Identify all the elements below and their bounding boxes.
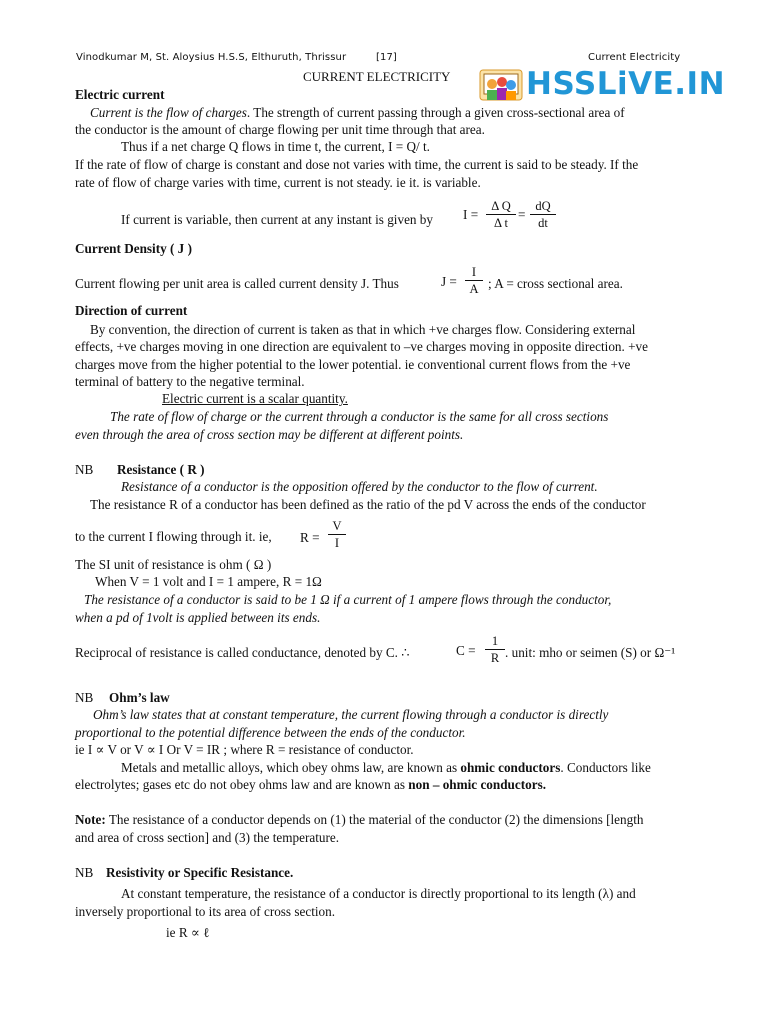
italic-phrase: Current is the flow of charges	[90, 105, 247, 120]
fraction-delta-q-delta-t	[486, 199, 516, 230]
paragraph-line: By convention, the direction of current is taken as that in which +ve charges flow. Considering external	[90, 322, 636, 337]
fraction-i-over-a	[465, 265, 483, 296]
fraction-denominator: Δ t	[486, 214, 516, 230]
nb-label: NB	[75, 462, 94, 477]
paragraph-line: The resistance of a conductor is said to be 1 Ω if a current of 1 ampere flows through the conductor,	[84, 592, 612, 607]
paragraph-line: Reciprocal of resistance is called conductance, denoted by C. ∴	[75, 645, 410, 660]
text-run: . Conductors like	[560, 760, 651, 775]
equation-lhs: C =	[456, 643, 476, 658]
paragraph-line: If current is variable, then current at any instant is given by	[121, 212, 433, 227]
heading-ohms-law: Ohm’s law	[109, 690, 170, 705]
header-page-number: [17]	[376, 52, 397, 63]
paragraph-line: Resistance of a conductor is the opposition offered by the conductor to the flow of current.	[121, 479, 598, 494]
heading-current-density: Current Density ( J )	[75, 241, 192, 256]
equation-lhs: J =	[441, 274, 457, 289]
logo-children-icon	[478, 62, 524, 106]
equation-lhs: R =	[300, 530, 320, 545]
paragraph-line: Current flowing per unit area is called current density J. Thus	[75, 276, 399, 291]
nb-label: NB	[75, 690, 94, 705]
paragraph-line: ; A = cross sectional area.	[488, 276, 623, 291]
bold-term: ohmic conductors	[460, 760, 561, 775]
paragraph-line	[90, 104, 625, 122]
paragraph-line: Thus if a net charge Q flows in time t, the current, I = Q/ t.	[121, 139, 430, 154]
paragraph-line: and area of cross section] and (3) the temperature.	[75, 830, 339, 845]
fraction-numerator: V	[332, 519, 342, 533]
logo-text: HSSLiVE.IN	[526, 66, 726, 102]
fraction-v-over-i	[328, 519, 346, 550]
text-run: electrolytes; gases etc do not obey ohms law and are known as	[75, 777, 409, 792]
paragraph-line: . unit: mho or seimen (S) or Ω⁻¹	[505, 645, 676, 660]
paragraph-line: ie I ∝ V or V ∝ I Or V = IR ; where R = resistance of conductor.	[75, 742, 414, 757]
heading-electric-current: Electric current	[75, 87, 165, 102]
fraction-numerator: I	[471, 265, 477, 279]
text-run: Metals and metallic alloys, which obey ohms law, are known as	[121, 760, 461, 775]
paragraph-line: inversely proportional to its area of cross section.	[75, 904, 336, 919]
fraction-one-over-r	[485, 634, 505, 665]
paragraph-line: effects, +ve charges moving in one direction are equivalent to –ve charges moving in opposite direction. +ve	[75, 339, 648, 354]
fraction-denominator: I	[328, 534, 346, 550]
underlined-statement: Electric current is a scalar quantity.	[162, 391, 348, 406]
paragraph-line: The resistance R of a conductor has been defined as the ratio of the pd V across the ends of the conductor	[90, 497, 646, 512]
paragraph-line: Ohm’s law states that at constant temperature, the current flowing through a conductor is directly	[93, 707, 609, 722]
bold-term: non – ohmic conductors.	[408, 777, 547, 792]
header-subject: Current Electricity	[588, 52, 681, 63]
header-author: Vinodkumar M, St. Aloysius H.S.S, Elthuruth, Thrissur	[76, 52, 347, 63]
fraction-denominator: R	[485, 649, 505, 665]
paragraph-line: proportional to the potential difference between the ends of the conductor.	[75, 725, 466, 740]
paragraph-line	[75, 776, 546, 794]
heading-resistivity: Resistivity or Specific Resistance.	[106, 865, 294, 880]
equation-lhs: I =	[463, 207, 479, 222]
paragraph-line: charges move from the higher potential to the lower potential. ie conventional current flows from the +ve	[75, 357, 631, 372]
heading-direction-of-current: Direction of current	[75, 303, 188, 318]
paragraph-line: The rate of flow of charge or the current through a conductor is the same for all cross sections	[110, 409, 609, 424]
paragraph-line: rate of flow of charge varies with time, current is not steady. ie it. is variable.	[75, 175, 481, 190]
paragraph-line: terminal of battery to the negative terminal.	[75, 374, 305, 389]
paragraph-line: At constant temperature, the resistance of a conductor is directly proportional to its length (λ) and	[121, 886, 636, 901]
paragraph-line: even through the area of cross section may be different at different points.	[75, 427, 464, 442]
fraction-numerator: Δ Q	[491, 199, 511, 213]
nb-label: NB	[75, 865, 94, 880]
equation-equals: =	[518, 207, 526, 222]
paragraph-line: The SI unit of resistance is ohm ( Ω )	[75, 557, 272, 572]
heading-resistance: Resistance ( R )	[117, 462, 205, 477]
paragraph-line: When V = 1 volt and I = 1 ampere, R = 1Ω	[95, 574, 322, 589]
fraction-denominator: A	[465, 280, 483, 296]
fraction-denominator: dt	[530, 214, 556, 230]
paragraph-line: to the current I flowing through it. ie,	[75, 529, 272, 544]
text-run: The resistance of a conductor depends on (1) the material of the conductor (2) the dimensions [length	[105, 812, 644, 827]
paragraph-line	[121, 759, 651, 777]
note-label: Note:	[75, 812, 106, 827]
paragraph-line: If the rate of flow of charge is constant and dose not varies with time, the current is said to be steady. If the	[75, 157, 639, 172]
paragraph-line: ie R ∝ ℓ	[166, 925, 210, 940]
fraction-dq-dt	[530, 199, 556, 230]
fraction-numerator: 1	[491, 634, 499, 648]
paragraph-line	[75, 811, 643, 829]
site-logo	[478, 62, 726, 106]
page-title: CURRENT ELECTRICITY	[303, 69, 451, 84]
fraction-numerator: dQ	[535, 199, 551, 213]
text-run: . The strength of current passing through a given cross-sectional area of	[246, 105, 625, 120]
paragraph-line: the conductor is the amount of charge flowing per unit time through that area.	[75, 122, 485, 137]
paragraph-line: when a pd of 1volt is applied between its ends.	[75, 610, 321, 625]
